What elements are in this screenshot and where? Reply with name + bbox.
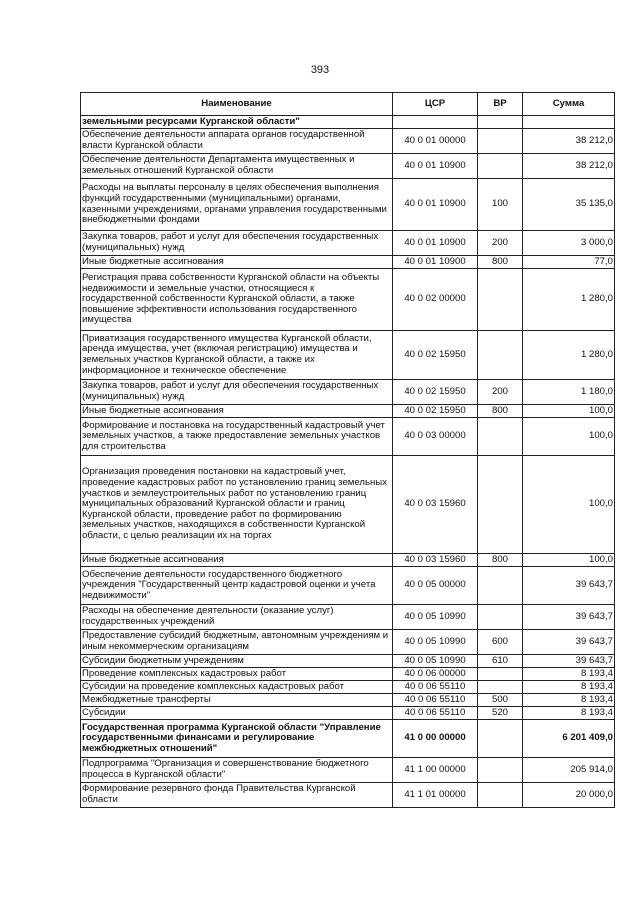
cell-sum: 205 914,0 [523, 758, 615, 783]
cell-vr [478, 116, 523, 129]
cell-name: Иные бюджетные ассигнования [81, 554, 393, 567]
cell-csr: 40 0 01 10900 [393, 256, 478, 269]
cell-csr: 40 0 02 15950 [393, 405, 478, 418]
cell-vr [478, 668, 523, 681]
cell-csr: 40 0 03 00000 [393, 418, 478, 456]
cell-name: Государственная программа Курганской области "Управление государственными финансами и регулирование межбюджетных отношений" [81, 720, 393, 758]
cell-vr [478, 783, 523, 808]
page-number: 393 [310, 64, 330, 76]
cell-sum: 35 135,0 [523, 179, 615, 231]
cell-name: Организация проведения постановки на кадастровый учет, проведение кадастровых работ по установлению границ земельных участков и землеустроительных работ по установлению границ муниципальных образований Курганской области и границ Курганской области, проведение работ по формированию земельных участков, находящихся в собственности Курганской области, с целью реализации их на торгах [81, 456, 393, 554]
cell-csr: 40 0 01 00000 [393, 129, 478, 154]
cell-sum: 20 000,0 [523, 783, 615, 808]
table-row [81, 179, 615, 231]
table-row [81, 231, 615, 256]
cell-sum: 8 193,4 [523, 707, 615, 720]
cell-sum: 100,0 [523, 405, 615, 418]
cell-name: Закупка товаров, работ и услуг для обеспечения государственных (муниципальных) нужд [81, 380, 393, 405]
cell-csr: 40 0 02 00000 [393, 269, 478, 331]
cell-name: земельными ресурсами Курганской области" [81, 116, 393, 129]
table-row [81, 129, 615, 154]
table-row [81, 567, 615, 605]
cell-vr: 800 [478, 554, 523, 567]
table-row [81, 405, 615, 418]
table-row [81, 694, 615, 707]
table-row [81, 256, 615, 269]
cell-name: Обеспечение деятельности Департамента имущественных и земельных отношений Курганской области [81, 154, 393, 179]
cell-name: Субсидии [81, 707, 393, 720]
cell-sum: 8 193,4 [523, 681, 615, 694]
table-header-row [81, 93, 615, 116]
cell-sum: 77,0 [523, 256, 615, 269]
cell-name: Подпрограмма "Организация и совершенствование бюджетного процесса в Курганской области" [81, 758, 393, 783]
cell-name: Проведение комплексных кадастровых работ [81, 668, 393, 681]
cell-csr: 40 0 02 15950 [393, 380, 478, 405]
cell-sum: 8 193,4 [523, 668, 615, 681]
cell-name: Субсидии бюджетным учреждениям [81, 655, 393, 668]
cell-vr [478, 456, 523, 554]
table-row [81, 681, 615, 694]
cell-vr: 600 [478, 630, 523, 655]
table-row [81, 331, 615, 380]
cell-name: Субсидии на проведение комплексных кадастровых работ [81, 681, 393, 694]
cell-vr: 520 [478, 707, 523, 720]
cell-csr: 40 0 06 00000 [393, 668, 478, 681]
cell-csr: 40 0 03 15960 [393, 456, 478, 554]
cell-name: Закупка товаров, работ и услуг для обеспечения государственных (муниципальных) нужд [81, 231, 393, 256]
cell-vr: 100 [478, 179, 523, 231]
header-vr: ВР [478, 93, 523, 116]
cell-sum: 3 000,0 [523, 231, 615, 256]
cell-sum: 38 212,0 [523, 129, 615, 154]
table-row [81, 783, 615, 808]
cell-name: Формирование резервного фонда Правительства Курганской области [81, 783, 393, 808]
cell-sum [523, 116, 615, 129]
cell-sum: 39 643,7 [523, 630, 615, 655]
cell-name: Обеспечение деятельности аппарата органов государственной власти Курганской области [81, 129, 393, 154]
cell-sum: 1 280,0 [523, 269, 615, 331]
cell-name: Иные бюджетные ассигнования [81, 256, 393, 269]
cell-csr: 41 1 00 00000 [393, 758, 478, 783]
cell-csr: 40 0 01 10900 [393, 154, 478, 179]
cell-vr: 800 [478, 256, 523, 269]
table-row [81, 605, 615, 630]
table-row [81, 116, 615, 129]
cell-vr [478, 129, 523, 154]
cell-csr: 41 0 00 00000 [393, 720, 478, 758]
cell-name: Обеспечение деятельности государственного бюджетного учреждения "Государственный центр кадастровой оценки и учета недвижимости" [81, 567, 393, 605]
cell-vr [478, 758, 523, 783]
cell-sum: 38 212,0 [523, 154, 615, 179]
table-row [81, 554, 615, 567]
header-name: Наименование [81, 93, 393, 116]
cell-name: Формирование и постановка на государственный кадастровый учет земельных участков, а также предоставление земельных участков для строительства [81, 418, 393, 456]
cell-csr: 40 0 05 00000 [393, 567, 478, 605]
table-row [81, 380, 615, 405]
cell-sum: 39 643,7 [523, 567, 615, 605]
cell-vr [478, 605, 523, 630]
cell-sum: 39 643,7 [523, 605, 615, 630]
cell-csr: 40 0 05 10990 [393, 605, 478, 630]
cell-vr [478, 681, 523, 694]
header-csr: ЦСР [393, 93, 478, 116]
cell-csr: 40 0 01 10900 [393, 179, 478, 231]
table-row [81, 630, 615, 655]
table-body [81, 116, 615, 808]
table-row [81, 456, 615, 554]
cell-csr: 40 0 05 10990 [393, 630, 478, 655]
cell-sum: 6 201 409,0 [523, 720, 615, 758]
cell-vr: 200 [478, 231, 523, 256]
cell-vr [478, 567, 523, 605]
cell-sum: 1 180,0 [523, 380, 615, 405]
cell-name: Иные бюджетные ассигнования [81, 405, 393, 418]
cell-csr: 40 0 02 15950 [393, 331, 478, 380]
cell-sum: 1 280,0 [523, 331, 615, 380]
cell-csr: 41 1 01 00000 [393, 783, 478, 808]
budget-table [80, 92, 615, 808]
cell-vr [478, 331, 523, 380]
cell-sum: 100,0 [523, 456, 615, 554]
cell-name: Расходы на обеспечение деятельности (оказание услуг) государственных учреждений [81, 605, 393, 630]
cell-name: Предоставление субсидий бюджетным, автономным учреждениям и иным некоммерческим организациям [81, 630, 393, 655]
cell-name: Приватизация государственного имущества Курганской области, аренда имущества, учет (включая регистрацию) имущества и земельных участков Курганской области, а также их информационное и техническое обеспечение [81, 331, 393, 380]
header-sum: Сумма [523, 93, 615, 116]
cell-sum: 8 193,4 [523, 694, 615, 707]
table-row [81, 154, 615, 179]
cell-csr: 40 0 03 15960 [393, 554, 478, 567]
cell-sum: 39 643,7 [523, 655, 615, 668]
cell-name: Регистрация права собственности Курганской области на объекты недвижимости и земельные участки, относящиеся к государственной собственности Курганской области, а также повышение эффективности использования государственного имущества [81, 269, 393, 331]
cell-sum: 100,0 [523, 554, 615, 567]
table-row [81, 668, 615, 681]
table-row [81, 758, 615, 783]
cell-vr: 610 [478, 655, 523, 668]
table-row [81, 707, 615, 720]
cell-vr [478, 154, 523, 179]
cell-sum: 100,0 [523, 418, 615, 456]
cell-vr [478, 720, 523, 758]
cell-csr: 40 0 06 55110 [393, 681, 478, 694]
table-row [81, 418, 615, 456]
cell-csr: 40 0 05 10990 [393, 655, 478, 668]
cell-name: Межбюджетные трансферты [81, 694, 393, 707]
cell-vr: 500 [478, 694, 523, 707]
table-row [81, 720, 615, 758]
cell-csr: 40 0 01 10900 [393, 231, 478, 256]
cell-name: Расходы на выплаты персоналу в целях обеспечения выполнения функций государственными (муниципальными) органами, казенными учреждениями, органами управления государственными внебюджетными фондами [81, 179, 393, 231]
cell-vr [478, 418, 523, 456]
cell-vr: 800 [478, 405, 523, 418]
cell-csr: 40 0 06 55110 [393, 694, 478, 707]
cell-csr: 40 0 06 55110 [393, 707, 478, 720]
cell-vr: 200 [478, 380, 523, 405]
cell-vr [478, 269, 523, 331]
table-row [81, 655, 615, 668]
cell-csr [393, 116, 478, 129]
table-row [81, 269, 615, 331]
